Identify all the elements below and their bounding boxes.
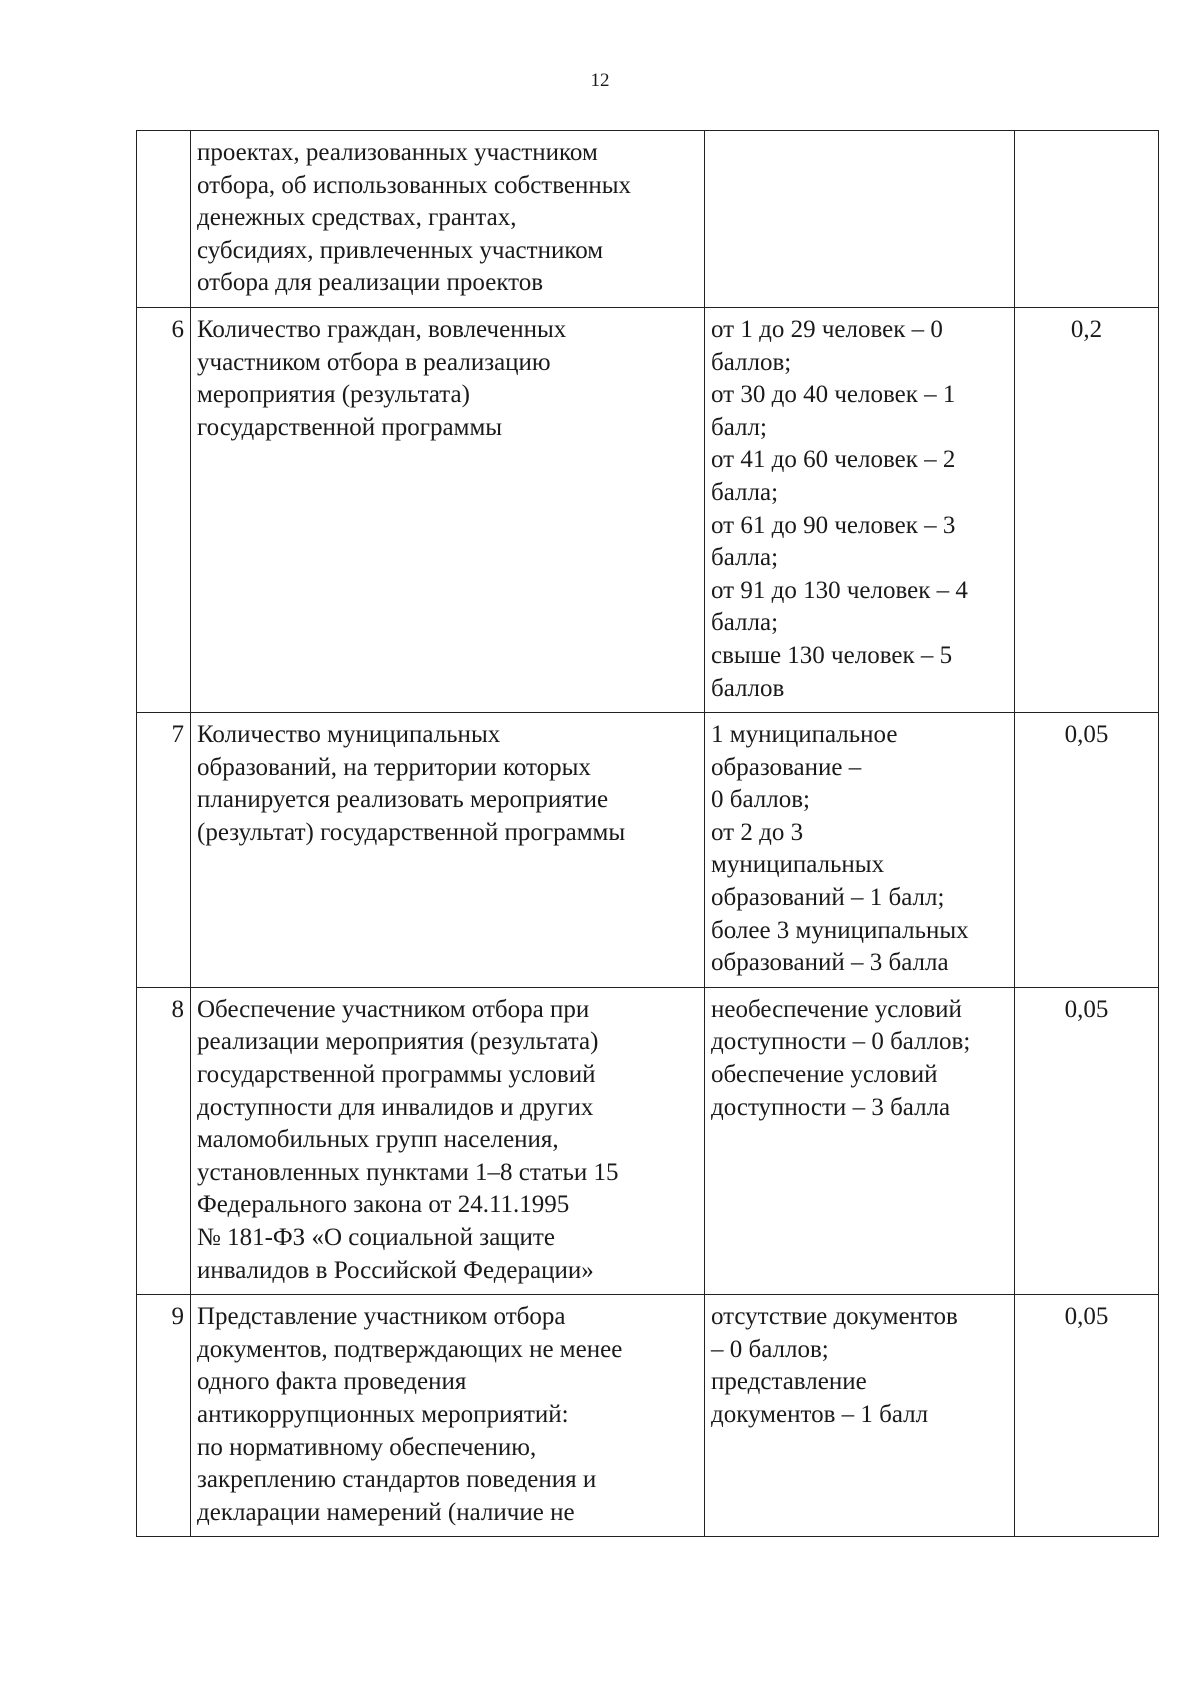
criterion-cell (191, 987, 705, 1294)
row-number: 6 (137, 307, 191, 712)
scoring-line: балла; (711, 544, 779, 572)
criterion-line: инвалидов в Российской Федерации» (197, 1256, 594, 1284)
criterion-line: отбора, об использованных собственных (197, 171, 632, 199)
criterion-line: образований, на территории которых (197, 753, 591, 781)
criterion-line: маломобильных групп населения, (197, 1126, 559, 1154)
criterion-line: отбора для реализации проектов (197, 269, 544, 297)
scoring-line: муниципальных (711, 851, 885, 879)
table-row (137, 1295, 1159, 1537)
criteria-table (136, 130, 1159, 1537)
scoring-cell (705, 713, 1015, 988)
scoring-line: баллов; (711, 348, 792, 376)
criterion-line: № 181-ФЗ «О социальной защите (197, 1224, 555, 1251)
criterion-line: документов, подтверждающих не менее (197, 1335, 623, 1363)
scoring-cell (705, 1295, 1015, 1537)
criterion-line: декларации намерений (наличие не (197, 1498, 575, 1526)
criterion-line: по нормативному обеспечению, (197, 1433, 537, 1461)
criterion-line: мероприятия (результата) (197, 381, 470, 409)
scoring-cell (705, 131, 1015, 308)
criterion-line: денежных средствах, грантах, (197, 204, 517, 232)
criterion-line: проектах, реализованных участником (197, 139, 598, 166)
criterion-line: Федерального закона от 24.11.1995 (197, 1191, 570, 1219)
scoring-line: более 3 муниципальных (711, 916, 969, 944)
criterion-line: одного факта проведения (197, 1368, 467, 1396)
scoring-line: свыше 130 человек – 5 (711, 641, 953, 669)
weight-value (1015, 131, 1159, 308)
scoring-line: балла; (711, 609, 779, 637)
row-number (137, 131, 191, 308)
criterion-line: доступности для инвалидов и других (197, 1093, 594, 1121)
table-row (137, 987, 1159, 1294)
criterion-line: государственной программы условий (197, 1061, 596, 1089)
scoring-line: представление (711, 1368, 867, 1396)
criterion-line: реализации мероприятия (результата) (197, 1028, 599, 1056)
criterion-cell (191, 713, 705, 988)
criterion-cell (191, 1295, 705, 1537)
criterion-line: антикоррупционных мероприятий: (197, 1400, 569, 1428)
scoring-line: доступности – 0 баллов; (711, 1028, 971, 1056)
weight-value: 0,05 (1015, 1295, 1159, 1537)
criterion-line: субсидиях, привлеченных участником (197, 236, 604, 264)
scoring-line: от 41 до 60 человек – 2 (711, 446, 956, 474)
scoring-line: от 91 до 130 человек – 4 (711, 576, 968, 604)
scoring-line: от 30 до 40 человек – 1 (711, 381, 956, 409)
criterion-line: Количество граждан, вовлеченных (197, 315, 567, 343)
scoring-line: от 1 до 29 человек – 0 (711, 315, 943, 343)
scoring-line: балл; (711, 413, 767, 441)
criterion-line: закреплению стандартов поведения и (197, 1466, 597, 1494)
scoring-line: 1 муниципальное (711, 721, 898, 749)
table-row (137, 131, 1159, 308)
scoring-line: образование – (711, 753, 862, 781)
criterion-line: Количество муниципальных (197, 721, 501, 749)
scoring-line: доступности – 3 балла (711, 1093, 951, 1121)
table-row (137, 307, 1159, 712)
criterion-line: участником отбора в реализацию (197, 348, 551, 376)
scoring-cell (705, 307, 1015, 712)
scoring-line: образований – 1 балл; (711, 884, 945, 912)
scoring-cell (705, 987, 1015, 1294)
weight-value: 0,05 (1015, 987, 1159, 1294)
criteria-table-body (137, 131, 1159, 1537)
criterion-line: Представление участником отбора (197, 1303, 566, 1331)
scoring-line: 0 баллов; (711, 786, 810, 814)
criterion-line: Обеспечение участником отбора при (197, 995, 590, 1023)
weight-value: 0,2 (1015, 307, 1159, 712)
scoring-line: документов – 1 балл (711, 1400, 929, 1428)
criterion-cell (191, 131, 705, 308)
scoring-line: от 61 до 90 человек – 3 (711, 511, 956, 539)
scoring-line: баллов (711, 674, 785, 702)
scoring-line: необеспечение условий (711, 995, 962, 1023)
criterion-cell (191, 307, 705, 712)
criterion-line: государственной программы (197, 413, 503, 441)
scoring-line: балла; (711, 478, 779, 506)
row-number: 7 (137, 713, 191, 988)
scoring-line: – 0 баллов; (711, 1335, 829, 1363)
weight-value: 0,05 (1015, 713, 1159, 988)
table-row (137, 713, 1159, 988)
criterion-line: установленных пунктами 1–8 статьи 15 (197, 1158, 619, 1186)
page-number: 12 (590, 70, 610, 91)
criterion-line: (результат) государственной программы (197, 818, 626, 846)
scoring-line: обеспечение условий (711, 1061, 938, 1089)
scoring-line: отсутствие документов (711, 1303, 958, 1331)
scoring-line: от 2 до 3 (711, 818, 804, 846)
row-number: 9 (137, 1295, 191, 1537)
row-number: 8 (137, 987, 191, 1294)
criterion-line: планируется реализовать мероприятие (197, 786, 609, 814)
scoring-line: образований – 3 балла (711, 949, 949, 977)
